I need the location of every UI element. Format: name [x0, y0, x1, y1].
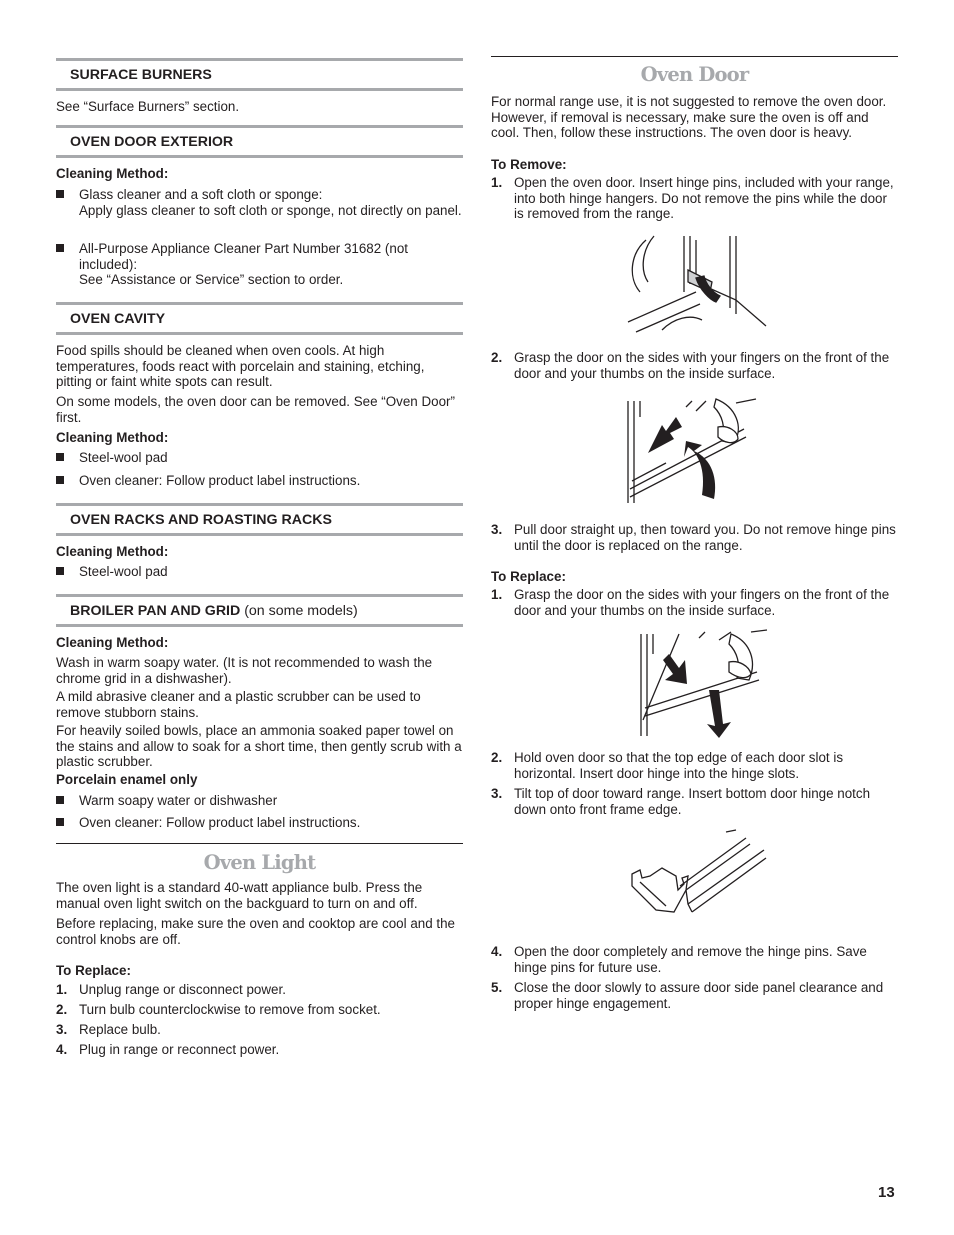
broiler-paragraph: A mild abrasive cleaner and a plastic scrubber can be used to remove stubborn stains. — [56, 689, 421, 720]
hinge-notch-illustration — [626, 830, 766, 920]
bullet-square-icon — [56, 818, 64, 826]
surface-burners-text: See “Surface Burners” section. — [56, 99, 240, 114]
list-item: Oven cleaner: Follow product label instructions. — [56, 815, 463, 831]
section-header-broiler-pan — [56, 594, 463, 627]
broiler-paragraph: For heavily soiled bowls, place an ammonia soaked paper towel on the stains and allow to soak for a short time, then gently scrub with a plastic scrubber. — [56, 723, 462, 769]
list-item: 2. Turn bulb counterclockwise to remove from socket. — [56, 1002, 381, 1017]
oven-door-intro: For normal range use, it is not suggested to remove the oven door. However, if removal is necessary, make sure the oven is off and cool. Then, follow these instructions. The oven door is heavy. — [491, 94, 887, 140]
lift-door-illustration — [626, 397, 766, 505]
list-item: Steel-wool pad — [56, 450, 463, 466]
list-item: 1. Open the oven door. Insert hinge pins, included with your range, into both hinge hangers. Do not remove the pins while the door is removed from the range. — [491, 175, 894, 221]
list-item: Warm soapy water or dishwasher — [56, 793, 463, 809]
section-title: OVEN CAVITY — [70, 311, 166, 327]
list-item: Oven cleaner: Follow product label instructions. — [56, 473, 463, 489]
oven-light-paragraph: Before replacing, make sure the oven and cooktop are cool and the control knobs are off. — [56, 916, 455, 947]
list-item: 4. Open the door completely and remove the hinge pins. Save hinge pins for future use. — [491, 944, 867, 975]
bullet-square-icon — [56, 567, 64, 575]
section-title: BROILER PAN AND GRID (on some models) — [70, 603, 358, 619]
oven-cavity-paragraph: On some models, the oven door can be removed. See “Oven Door” first. — [56, 394, 455, 425]
bullet-square-icon — [56, 453, 64, 461]
list-item: 3. Pull door straight up, then toward you. Do not remove hinge pins until the door is replaced on the range. — [491, 522, 896, 553]
list-item: 4. Plug in range or reconnect power. — [56, 1042, 280, 1057]
to-replace-label: To Replace: — [491, 569, 566, 584]
section-header-oven-cavity — [56, 302, 463, 335]
bullet-square-icon — [56, 244, 64, 252]
section-header-oven-racks — [56, 503, 463, 536]
list-item: Glass cleaner and a soft cloth or sponge: Apply glass cleaner to soft cloth or sponge, not directly on panel. — [56, 187, 463, 218]
porcelain-label: Porcelain enamel only — [56, 772, 198, 787]
to-remove-label: To Remove: — [491, 157, 567, 172]
section-header-surface-burners — [56, 58, 463, 91]
list-item: 5. Close the door slowly to assure door side panel clearance and proper hinge engagement. — [491, 980, 884, 1011]
to-replace-label: To Replace: — [56, 963, 131, 978]
section-title: OVEN DOOR EXTERIOR — [70, 134, 234, 150]
list-item: 3. Replace bulb. — [56, 1022, 161, 1037]
divider — [491, 56, 898, 57]
cleaning-method-label: Cleaning Method: — [56, 166, 169, 181]
cleaning-method-label: Cleaning Method: — [56, 430, 169, 445]
list-item: 2. Grasp the door on the sides with your fingers on the front of the door and your thumbs on the inside surface. — [491, 350, 890, 381]
list-item: All-Purpose Appliance Cleaner Part Number 31682 (not included): See “Assistance or Service” section to order. — [56, 241, 463, 288]
oven-cavity-paragraph: Food spills should be cleaned when oven cools. At high temperatures, foods react with porcelain and staining, etching, pitting or faint white spots can result. — [56, 343, 425, 389]
divider — [56, 843, 463, 844]
bullet-square-icon — [56, 190, 64, 198]
list-item: 1. Grasp the door on the sides with your fingers on the front of the door and your thumbs on the inside surface. — [491, 587, 890, 618]
section-header-oven-door-exterior — [56, 125, 463, 158]
page-number: 13 — [878, 1184, 895, 1201]
oven-light-paragraph: The oven light is a standard 40-watt appliance bulb. Press the manual oven light switch on the backguard to turn on and off. — [56, 880, 423, 911]
bullet-square-icon — [56, 476, 64, 484]
hinge-pin-illustration — [626, 234, 766, 336]
list-item: 3. Tilt top of door toward range. Insert bottom door hinge notch down onto front frame edge. — [491, 786, 871, 817]
cleaning-method-label: Cleaning Method: — [56, 544, 169, 559]
list-item: Steel-wool pad — [56, 564, 463, 580]
section-title: OVEN RACKS AND ROASTING RACKS — [70, 512, 332, 528]
broiler-paragraph: Wash in warm soapy water. (It is not recommended to wash the chrome grid in a dishwasher). — [56, 655, 433, 686]
bullet-square-icon — [56, 796, 64, 804]
list-item: 2. Hold oven door so that the top edge of each door slot is horizontal. Insert door hinge into the hinge slots. — [491, 750, 844, 781]
cleaning-method-label: Cleaning Method: — [56, 635, 169, 650]
oven-light-heading: Oven Light — [203, 851, 316, 874]
list-item: 1. Unplug range or disconnect power. — [56, 982, 286, 997]
section-title: SURFACE BURNERS — [70, 67, 212, 83]
oven-door-heading: Oven Door — [640, 63, 749, 86]
lower-door-illustration — [639, 630, 779, 738]
